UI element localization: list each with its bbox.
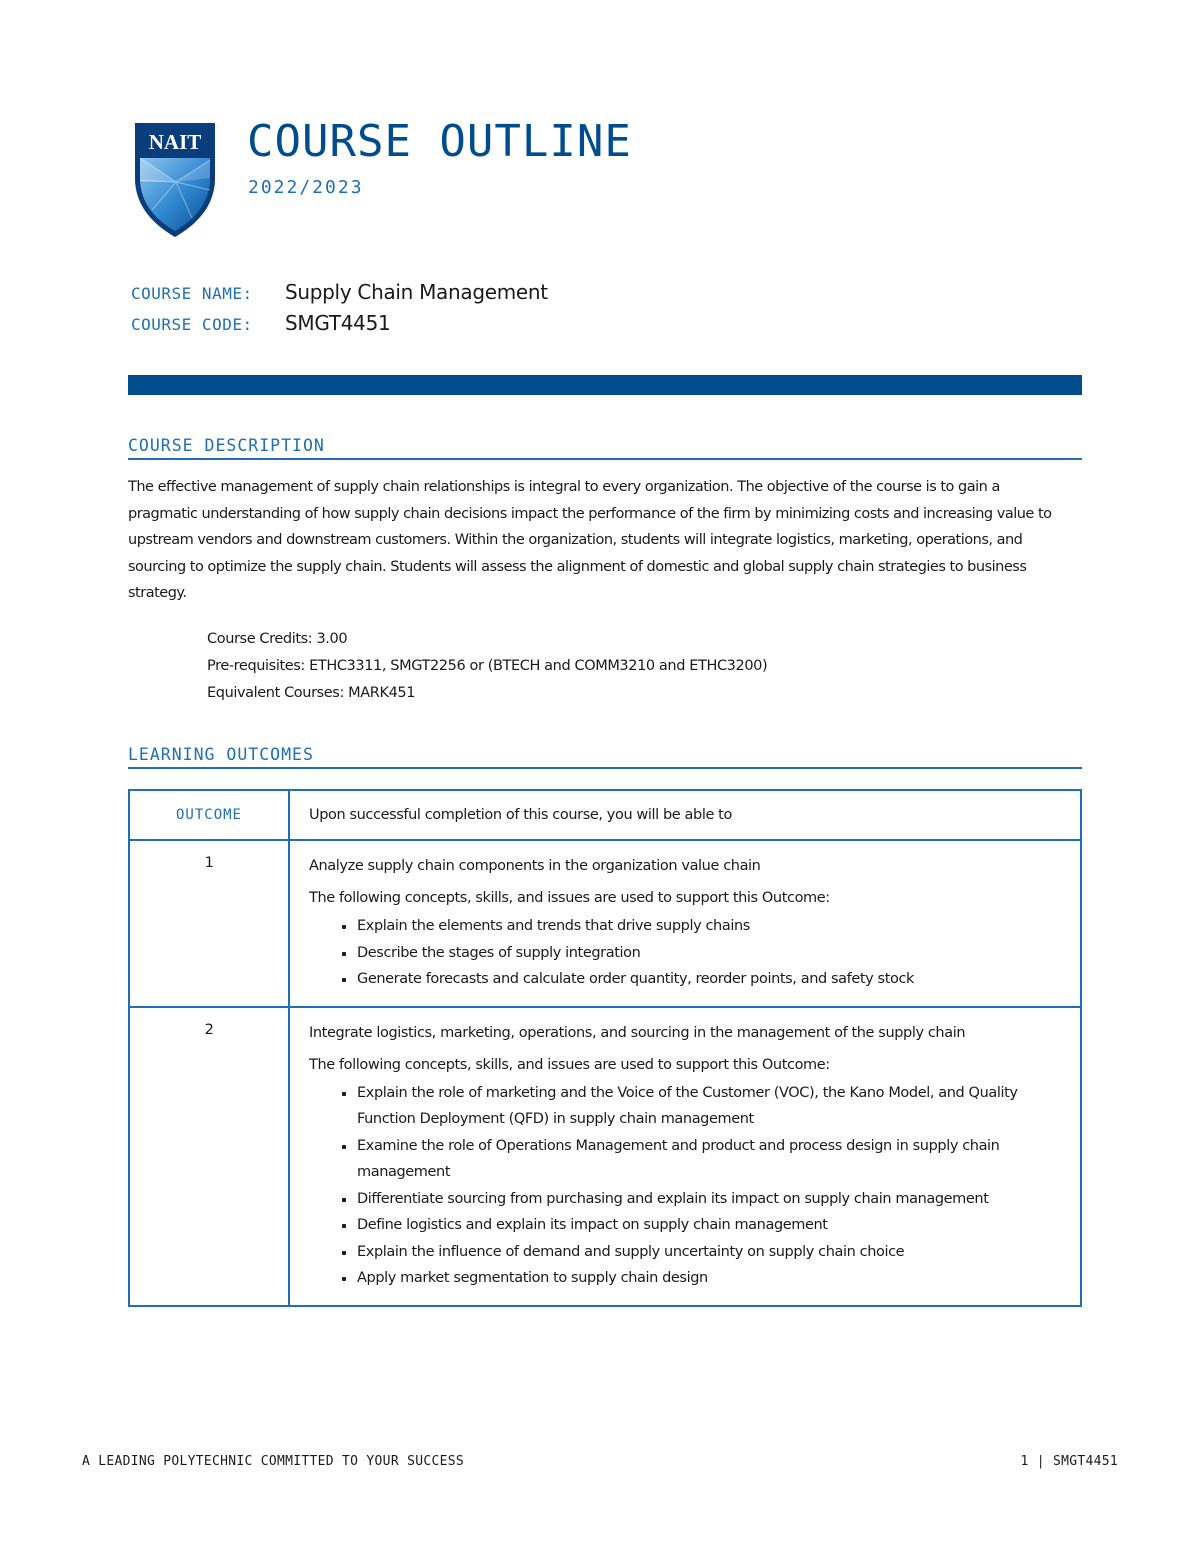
outcome-text-column-header: Upon successful completion of this course, you will be able to	[289, 790, 1081, 840]
course-credits: Course Credits: 3.00	[207, 631, 348, 647]
course-code-row	[131, 311, 390, 335]
header-divider-bar	[128, 375, 1082, 395]
outcome-point: Describe the stages of supply integration	[357, 940, 1061, 967]
academic-year: 2022/2023	[248, 177, 364, 198]
nait-shield-logo	[132, 120, 218, 240]
outcome-intro: The following concepts, skills, and issues are used to support this Outcome:	[309, 1056, 830, 1073]
outcome-title: Analyze supply chain components in the organization value chain	[309, 858, 761, 874]
outcome-point: Explain the role of marketing and the Voice of the Customer (VOC), the Kano Model, and Quality Function Deployment (QFD) in supply chain management	[357, 1080, 1061, 1133]
outcome-title: Integrate logistics, marketing, operations, and sourcing in the management of the supply chain	[309, 1024, 966, 1041]
course-description-text: The effective management of supply chain relationships is integral to every organization. The objective of the course is to gain a pragmatic understanding of how supply chain decisions impact the performance of the firm by minimizing costs and increasing value to upstream vendors and downstream customers. Within the organization, students will integrate logistics, marketing, operations, and sourcing to optimize the supply chain. Students will assess the alignment of domestic and global supply chain strategies to business strategy.	[128, 479, 1052, 601]
course-code-label: COURSE CODE:	[131, 315, 253, 334]
course-details	[207, 626, 767, 707]
outcome-body	[289, 1007, 1081, 1306]
outcome-row	[129, 1007, 1081, 1306]
outcome-column-header: OUTCOME	[129, 790, 289, 840]
equivalent-courses: Equivalent Courses: MARK451	[207, 685, 416, 701]
outcome-point: Examine the role of Operations Management and product and process design in supply chain management	[357, 1133, 1061, 1186]
outcomes-header-row	[129, 790, 1081, 840]
course-code-value: SMGT4451	[285, 311, 391, 335]
outcome-number: 2	[129, 1007, 289, 1306]
course-prerequisites: Pre-requisites: ETHC3311, SMGT2256 or (BTECH and COMM3210 and ETHC3200)	[207, 658, 768, 674]
outcome-point: Explain the influence of demand and supply uncertainty on supply chain choice	[357, 1239, 1061, 1266]
outcome-number: 1	[129, 840, 289, 1007]
course-name-label: COURSE NAME:	[131, 284, 253, 303]
logo-wordmark: NAIT	[148, 130, 202, 154]
learning-outcomes-table	[128, 789, 1082, 1307]
course-description-heading: COURSE DESCRIPTION	[128, 436, 1082, 460]
outcome-point: Differentiate sourcing from purchasing and explain its impact on supply chain management	[357, 1186, 1061, 1213]
outcome-points-list	[309, 913, 1061, 993]
outcome-point: Apply market segmentation to supply chain design	[357, 1265, 1061, 1292]
document-title: COURSE OUTLINE	[247, 116, 632, 167]
course-name-value: Supply Chain Management	[285, 280, 548, 304]
footer-tagline: A LEADING POLYTECHNIC COMMITTED TO YOUR SUCCESS	[82, 1454, 464, 1469]
outcome-row	[129, 840, 1081, 1007]
outcome-point: Define logistics and explain its impact on supply chain management	[357, 1212, 1061, 1239]
outcome-point: Generate forecasts and calculate order quantity, reorder points, and safety stock	[357, 966, 1061, 993]
outcome-body	[289, 840, 1081, 1007]
outcome-points-list	[309, 1080, 1061, 1292]
outcome-point: Explain the elements and trends that drive supply chains	[357, 913, 1061, 940]
footer-page-number: 1 | SMGT4451	[1020, 1454, 1118, 1469]
outcome-intro: The following concepts, skills, and issues are used to support this Outcome:	[309, 890, 830, 906]
learning-outcomes-heading: LEARNING OUTCOMES	[128, 745, 1082, 769]
course-name-row	[131, 280, 548, 304]
